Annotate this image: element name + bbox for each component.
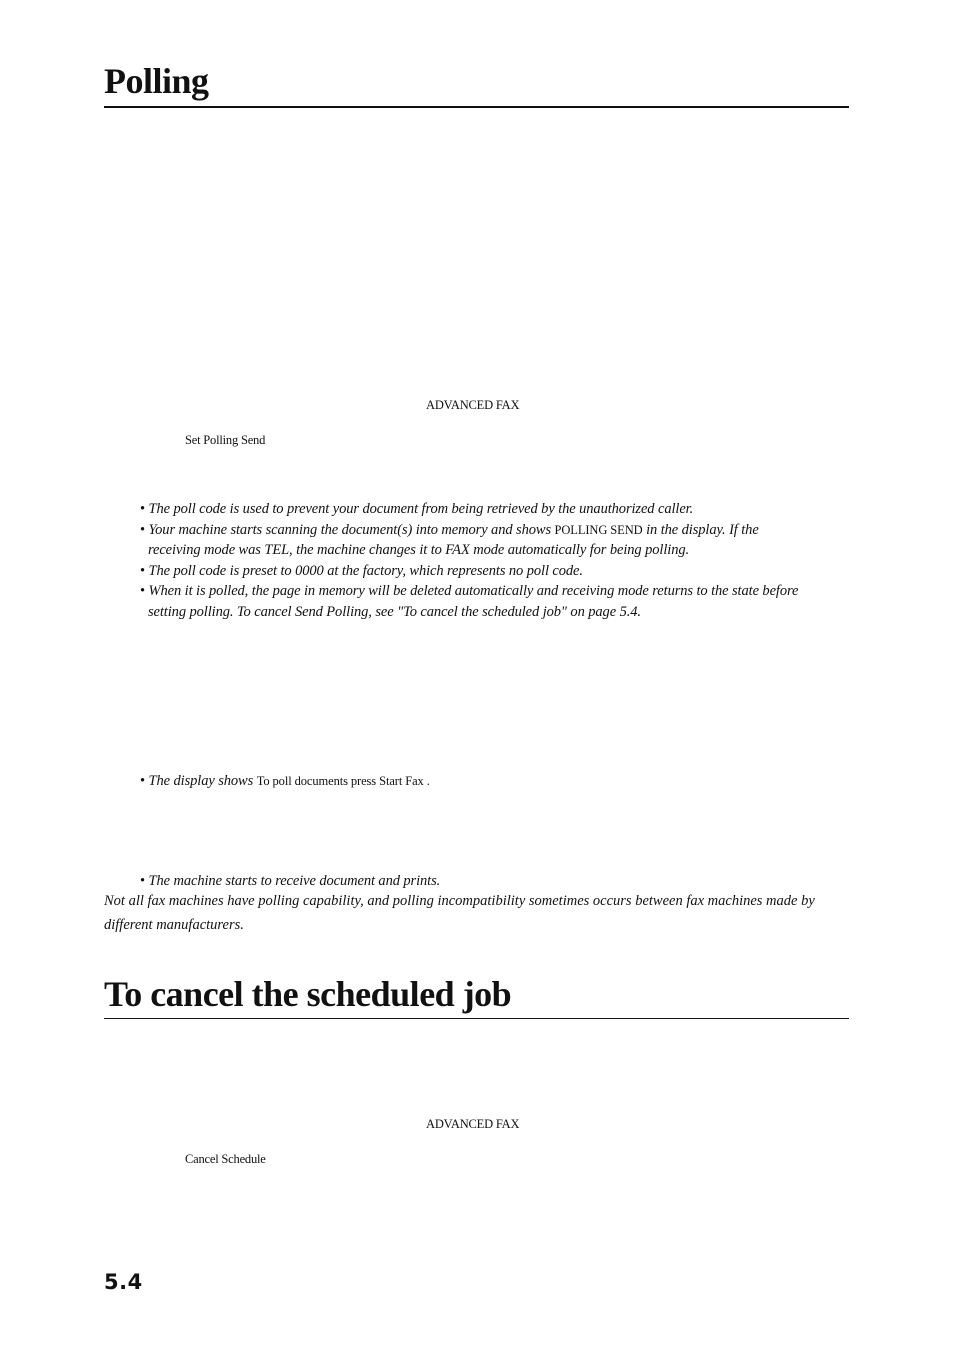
bullet-text-continued: setting polling. To cancel Send Polling, see "To cancel the scheduled job" on page 5.4. — [148, 603, 641, 620]
menu-label: ADVANCED FAX — [426, 1117, 520, 1131]
page-number: 5.4 — [104, 1270, 143, 1294]
section-title-polling: Polling — [104, 61, 209, 101]
bullet-text: The poll code is used to prevent your document from being retrieved by the unauthorized caller. — [148, 501, 694, 517]
menu-label: ADVANCED FAX — [426, 398, 520, 412]
option-label: Set Polling Send — [185, 433, 266, 447]
bullet-text: The poll code is preset to 0000 at the factory, which represents no poll code. — [148, 562, 583, 579]
bullet-text: When it is polled, the page in memory will be deleted automatically and receiving mode returns to the state before — [148, 583, 799, 599]
bullet-text: The display shows — [148, 773, 257, 789]
list-item: • Your machine starts scanning the document(s) into memory and shows POLLING SEND in the display. If the receiving mode was TEL, the machine changes it to FAX mode automatically for being polling. — [140, 520, 840, 561]
list-item: • When it is polled, the page in memory will be deleted automatically and receiving mode returns to the state before setting polling. To cancel Send Polling, see "To cancel the scheduled job" on page 5.4. — [140, 581, 840, 622]
bullet-text-continued: receiving mode was TEL, the machine changes it to FAX mode automatically for being polling. — [148, 542, 690, 558]
note-line: Not all fax machines have polling capability, and polling incompatibility sometimes occurs between fax machines made by — [104, 893, 815, 909]
note-paragraph — [104, 889, 849, 937]
list-item: • The poll code is used to prevent your document from being retrieved by the unauthorized caller. — [140, 501, 694, 517]
list-item: • The display shows To poll documents press Start Fax . — [140, 773, 430, 789]
bullet-text: in the display. If the — [642, 521, 759, 538]
bullet-text: Your machine starts scanning the document(s) into memory and shows — [148, 521, 555, 538]
display-text: POLLING SEND — [554, 522, 643, 537]
list-item: • The machine starts to receive document and prints. — [140, 873, 441, 889]
title-rule — [104, 1018, 849, 1019]
option-label: Cancel Schedule — [185, 1152, 266, 1166]
bullet-text: The machine starts to receive document and prints. — [148, 873, 441, 889]
display-text: To poll documents press Start Fax . — [256, 774, 430, 788]
title-rule — [104, 106, 849, 108]
list-item: • The poll code is preset to 0000 at the factory, which represents no poll code. — [140, 562, 583, 579]
bullet-list — [140, 499, 840, 622]
note-line: different manufacturers. — [104, 917, 244, 933]
section-title-cancel: To cancel the scheduled job — [104, 974, 512, 1014]
